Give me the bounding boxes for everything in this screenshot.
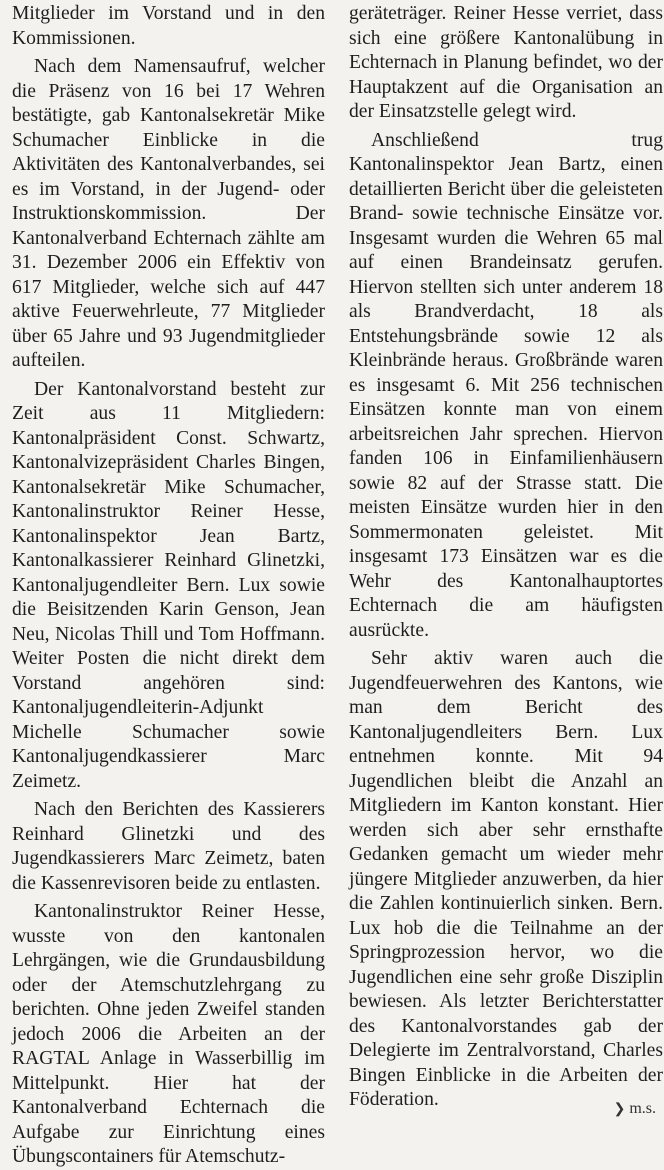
paragraph: Mitglieder im Vorstand und in den Kommissionen. bbox=[12, 3, 325, 49]
paragraph: Nach dem Namensaufruf, welcher die Präsenz von 16 bei 17 Wehren bestätigte, gab Kantonalsekretär Mike Schumacher Einblicke in die Aktivitäten des Kantonalverbandes, sei es im Vorstand, in der Jugend- oder Instruktionskommission. Der Kantonalverband Echternach zählte am 31. Dezember 2006 ein Effektiv von 617 Mitglieder, welche sich auf 447 aktive Feuerwehrleute, 77 Mitglieder über 65 Jahre und 93 Jugendmitglieder aufteilen. bbox=[12, 56, 325, 371]
article-column-right bbox=[349, 2, 663, 1113]
article-column-left bbox=[12, 2, 325, 1170]
paragraph: Kantonalinstruktor Reiner Hesse, wusste von den kantonalen Lehrgängen, wie die Grundausbildung oder der Atemschutzlehrgang zu berichten. Ohne jeden Zweifel standen jedoch 2006 die Arbeiten an der RAGTAL Anlage in Wasserbillig im Mittelpunkt. Hier hat der Kantonalverband Echternach die Aufgabe zur Einrichtung eines Übungscontainers für Atemschutz- bbox=[12, 901, 325, 1167]
arrow-icon: ❯ bbox=[613, 1102, 626, 1117]
paragraph: Anschließend trug Kantonalinspektor Jean Bartz, einen detaillierten Bericht über die geleisteten Brand- sowie technische Einsätze vor. Insgesamt wurden die Wehren 65 mal auf einen Brandeinsatz gerufen. Hiervon stellten sich unter anderem 18 als Brandverdacht, 18 als Entstehungsbrände sowie 12 als Kleinbrände heraus. Großbrände waren es insgesamt 6. Mit 256 technischen Einsätzen konnte man von einem arbeitsreichen Jahr sprechen. Hiervon fanden 106 in Einfamilienhäusern sowie 82 auf der Strasse statt. Die meisten Einsätze wurden hier in den Sommermonaten geleistet. Mit insgesamt 173 Einsätzen war es die Wehr des Kantonalhauptortes Echternach die am häufigsten ausrückte. bbox=[349, 129, 663, 641]
paragraph: Sehr aktiv waren auch die Jugendfeuerwehren des Kantons, wie man dem Bericht des Kantonaljugendleiters Bern. Lux entnehmen konnte. Mit 94 Jugendlichen bleibt die Anzahl an Mitgliedern im Kanton konstant. Hier werden sich aber sehr ernsthafte Gedanken gemacht um wieder mehr jüngere Mitglieder anzuwerben, da hier die Zahlen kontinuierlich sinken. Bern. Lux hob die die Teilnahme an der Springprozession hervor, wo die Jugendlichen eine sehr große Disziplin bewiesen. Als letzter Berichterstatter des Kantonalvorstandes gab der Delegierte im Zentralvorstand, Charles Bingen Einblicke in die Arbeiten der Föderation. bbox=[349, 648, 663, 1110]
signature-text: m.s. bbox=[629, 1100, 656, 1117]
author-signature bbox=[614, 1100, 656, 1118]
paragraph: Der Kantonalvorstand besteht zur Zeit aus 11 Mitgliedern: Kantonalpräsident Const. Schwartz, Kantonalvizepräsident Charles Bingen, Kantonalsekretär Mike Schumacher, Kantonalinstruktor Reiner Hesse, Kantonalinspektor Jean Bartz, Kantonalkassierer Reinhard Glinetzki, Kantonaljugendleiter Bern. Lux sowie die Beisitzenden Karin Genson, Jean Neu, Nicolas Thill und Tom Hoffmann. Weiter Posten die nicht direkt dem Vorstand angehören sind: Kantonaljugendleiterin-Adjunkt Michelle Schumacher sowie Kantonaljugendkassierer Marc Zeimetz. bbox=[12, 378, 325, 792]
paragraph: Nach den Berichten des Kassierers Reinhard Glinetzki und des Jugendkassierers Marc Zeimetz, baten die Kassenrevisoren beide zu entlasten. bbox=[12, 799, 325, 894]
paragraph: geräteträger. Reiner Hesse verriet, dass sich eine größere Kantonalübung in Echternach in Planung befindet, wo der Hauptakzent auf die Organisation an der Einsatzstelle gelegt wird. bbox=[349, 3, 663, 122]
